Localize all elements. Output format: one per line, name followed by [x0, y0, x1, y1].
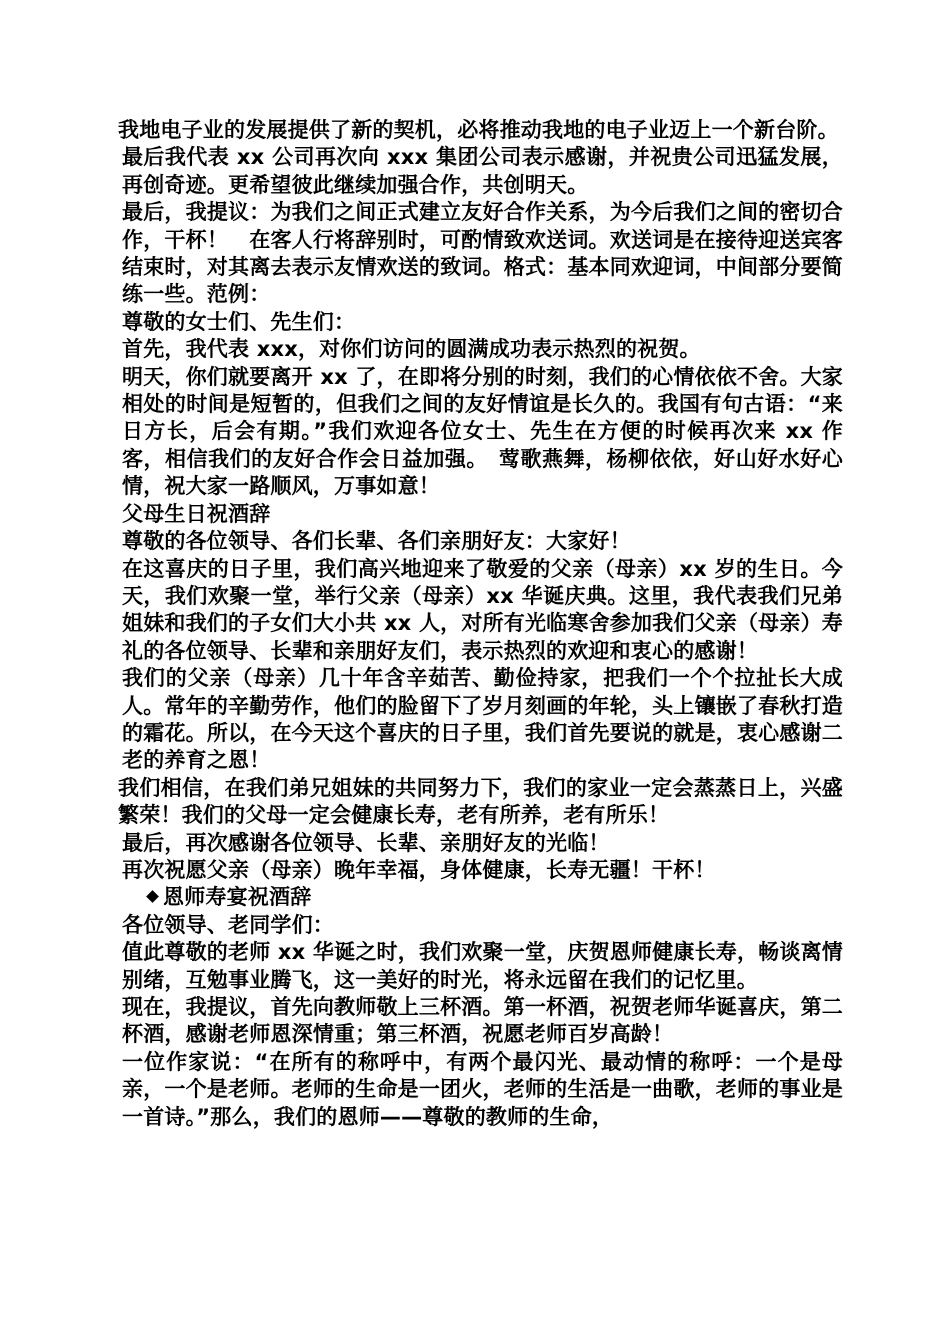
paragraph-4: 首先，我代表 xxx，对你们访问的圆满成功表示热烈的祝贺。	[122, 337, 701, 362]
paragraph-5: 明天，你们就要离开 xx 了，在即将分别的时刻，我们的心情依依不舍。大家相处的时间是短暂的，但我们之间的友好情谊是长久的。我国有句古语：“来日方长，后会有期。”我们欢迎各位女士、先生在方便的时候再次来 xx 作客，相信我们的友好合作会日益加强。 莺歌燕舞，杨柳依依，好山好水好心情，祝大家一路顺风，万事如意！	[122, 364, 843, 499]
salutation-3: 各位领导、老同学们：	[122, 912, 334, 937]
paragraph-8: 我们相信，在我们弟兄姐妹的共同努力下，我们的家业一定会蒸蒸日上，兴盛繁荣！我们的父母一定会健康长寿，老有所养，老有所乐！	[118, 775, 843, 828]
paragraph-13: 一位作家说：“在所有的称呼中，有两个最闪光、最动情的称呼：一个是母亲，一个是老师。老师的生命是一团火，老师的生活是一曲歌，老师的事业是一首诗。”那么，我们的恩师——尊敬的教师的生命，	[122, 1049, 843, 1129]
section-heading-text: 恩师寿宴祝酒辞	[163, 885, 312, 910]
paragraph-12: 现在，我提议，首先向教师敬上三杯酒。第一杯酒，祝贺老师华诞喜庆，第二杯酒，感谢老师恩深情重；第三杯酒，祝愿老师百岁高龄！	[122, 995, 843, 1047]
paragraph-9: 最后，再次感谢各位领导、长辈、亲朋好友的光临！	[122, 830, 610, 855]
paragraph-2: 最后我代表 xx 公司再次向 xxx 集团公司表示感谢，并祝贵公司迅猛发展，再创奇迹。更希望彼此继续加强合作，共创明天。	[122, 145, 843, 197]
section-heading-parents-birthday: 父母生日祝酒辞	[122, 501, 271, 526]
diamond-bullet-icon	[146, 891, 159, 904]
paragraph-1: 我地电子业的发展提供了新的契机，必将推动我地的电子业迈上一个新台阶。	[118, 118, 839, 142]
paragraph-11: 值此尊敬的老师 xx 华诞之时，我们欢聚一堂，庆贺恩师健康长寿，畅谈离情别绪，互勉事业腾飞，这一美好的时光，将永远留在我们的记忆里。	[122, 940, 843, 992]
paragraph-10: 再次祝愿父亲（母亲）晚年幸福，身体健康，长寿无疆！干杯！	[122, 857, 716, 882]
paragraph-3: 最后，我提议：为我们之间正式建立友好合作关系，为今后我们之间的密切合作，干杯！ 在客人行将辞别时，可酌情致欢送词。欢送词是在接待迎送宾客结束时，对其离去表示友情欢送的致词。格式：基本同欢迎词，中间部分要简练一些。范例：	[122, 200, 843, 307]
paragraph-7: 我们的父亲（母亲）几十年含辛茹苦、勤俭持家，把我们一个个拉扯长大成人。常年的辛勤劳作，他们的脸留下了岁月刻画的年轮，头上镶嵌了春秋打造的霜花。所以，在今天这个喜庆的日子里，我们首先要说的就是，衷心感谢二老的养育之恩！	[122, 666, 843, 773]
paragraph-6: 在这喜庆的日子里，我们高兴地迎来了敬爱的父亲（母亲）xx 岁的生日。今天，我们欢聚一堂，举行父亲（母亲）xx 华诞庆典。这里，我代表我们兄弟姐妹和我们的子女们大小共 xx 人，对所有光临寒舍参加我们父亲（母亲）寿礼的各位领导、长辈和亲朋好友们，表示热烈的欢迎和衷心的感谢！	[122, 556, 843, 663]
salutation-1: 尊敬的女士们、先生们：	[122, 309, 356, 334]
section-heading-teacher-banquet	[118, 884, 843, 911]
salutation-2: 尊敬的各位领导、各们长辈、各们亲朋好友：大家好！	[122, 529, 631, 554]
document-page	[118, 117, 843, 1131]
